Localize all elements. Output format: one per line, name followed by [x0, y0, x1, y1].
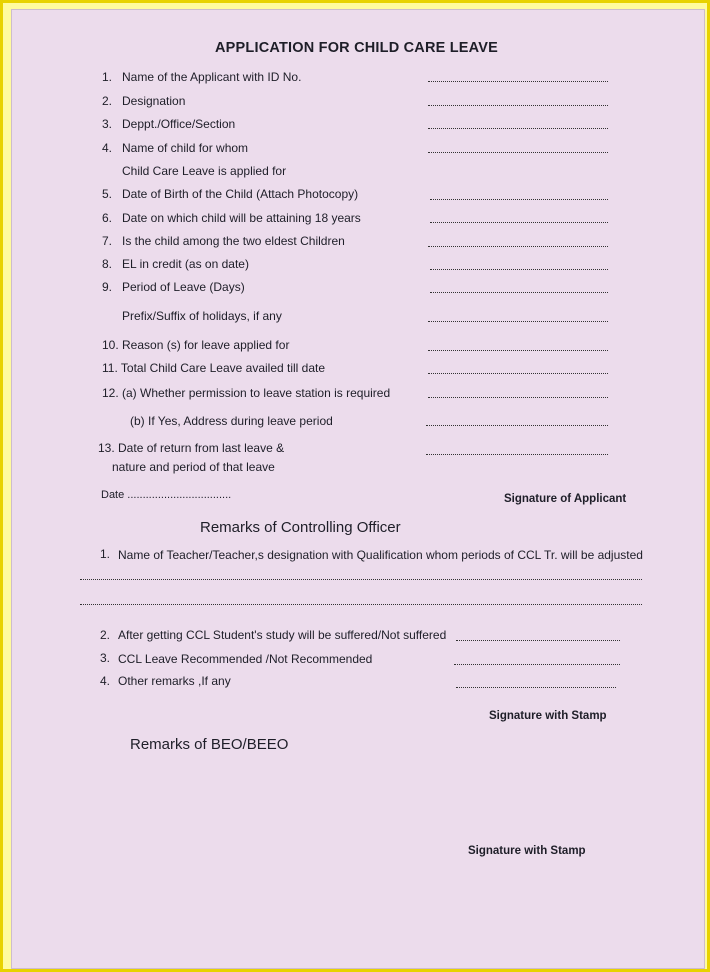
adjusting-teacher-field-line2[interactable] [80, 604, 642, 605]
field-label-child-name-cont: Child Care Leave is applied for [122, 164, 287, 178]
item-number: 2. [100, 628, 111, 642]
station-permission-field[interactable] [428, 397, 608, 398]
eldest-children-field[interactable] [428, 246, 608, 247]
item-number: 1. [102, 70, 113, 84]
item-number: 1. [100, 547, 111, 561]
item-number: 7. [102, 234, 113, 248]
item-number: 4. [100, 674, 111, 688]
prefix-suffix-field[interactable] [428, 321, 608, 322]
field-label-child-dob: Date of Birth of the Child (Attach Photocopy) [122, 187, 359, 201]
form-title: APPLICATION FOR CHILD CARE LEAVE [215, 40, 498, 56]
field-label-other-remarks: Other remarks ,If any [118, 674, 231, 688]
item-number: 2. [102, 94, 113, 108]
item-number: 8. [102, 257, 113, 271]
field-label-station-permission: 12. (a) Whether permission to leave station is required [102, 386, 391, 400]
return-date-field[interactable] [426, 454, 608, 455]
field-label-return-date-cont: nature and period of that leave [112, 460, 275, 474]
designation-field[interactable] [428, 105, 608, 106]
field-label-adjusting-teacher: Name of Teacher/Teacher,s designation with Qualification whom periods of CCL Tr. will be adjusted [118, 548, 643, 562]
applicant-signature-label: Signature of Applicant [504, 493, 627, 505]
field-label-reason: 10. Reason (s) for leave applied for [102, 338, 290, 352]
el-credit-field[interactable] [430, 269, 608, 270]
reason-field[interactable] [428, 350, 608, 351]
field-label-prefix-suffix: Prefix/Suffix of holidays, if any [122, 309, 282, 323]
item-number: 3. [102, 117, 113, 131]
total-ccl-field[interactable] [428, 373, 608, 374]
field-label-el-credit: EL in credit (as on date) [122, 257, 249, 271]
beo-signature-label: Signature with Stamp [468, 845, 586, 857]
field-label-designation: Designation [122, 94, 186, 108]
form-sheet [11, 9, 705, 969]
study-impact-field[interactable] [456, 640, 620, 641]
child-name-field[interactable] [428, 152, 608, 153]
other-remarks-field[interactable] [456, 687, 616, 688]
department-field[interactable] [428, 128, 608, 129]
controlling-officer-heading: Remarks of Controlling Officer [200, 519, 401, 536]
field-label-department: Deppt./Office/Section [122, 117, 236, 131]
field-label-applicant-name: Name of the Applicant with ID No. [122, 70, 302, 84]
age-18-date-field[interactable] [430, 222, 608, 223]
leave-period-field[interactable] [430, 292, 608, 293]
leave-address-field[interactable] [426, 425, 608, 426]
field-label-age-18-date: Date on which child will be attaining 18 years [122, 211, 361, 225]
child-dob-field[interactable] [430, 199, 608, 200]
field-label-eldest-children: Is the child among the two eldest Children [122, 234, 345, 248]
applicant-name-field[interactable] [428, 81, 608, 82]
controlling-officer-signature-label: Signature with Stamp [489, 710, 607, 722]
field-label-return-date: 13. Date of return from last leave & [98, 441, 285, 455]
adjusting-teacher-field-line1[interactable] [80, 579, 642, 580]
recommendation-field[interactable] [454, 664, 620, 665]
item-number: 5. [102, 187, 113, 201]
field-label-study-impact: After getting CCL Student's study will be suffered/Not suffered [118, 628, 447, 642]
beo-remarks-heading: Remarks of BEO/BEEO [130, 736, 289, 753]
item-number: 9. [102, 280, 113, 294]
field-label-total-ccl: 11. Total Child Care Leave availed till date [102, 361, 326, 375]
date-field[interactable]: Date .................................. [101, 489, 232, 501]
item-number: 3. [100, 651, 111, 665]
item-number: 4. [102, 141, 113, 155]
field-label-leave-address: (b) If Yes, Address during leave period [130, 414, 333, 428]
field-label-recommendation: CCL Leave Recommended /Not Recommended [118, 652, 373, 666]
field-label-leave-period: Period of Leave (Days) [122, 280, 245, 294]
item-number: 6. [102, 211, 113, 225]
field-label-child-name: Name of child for whom [122, 141, 249, 155]
